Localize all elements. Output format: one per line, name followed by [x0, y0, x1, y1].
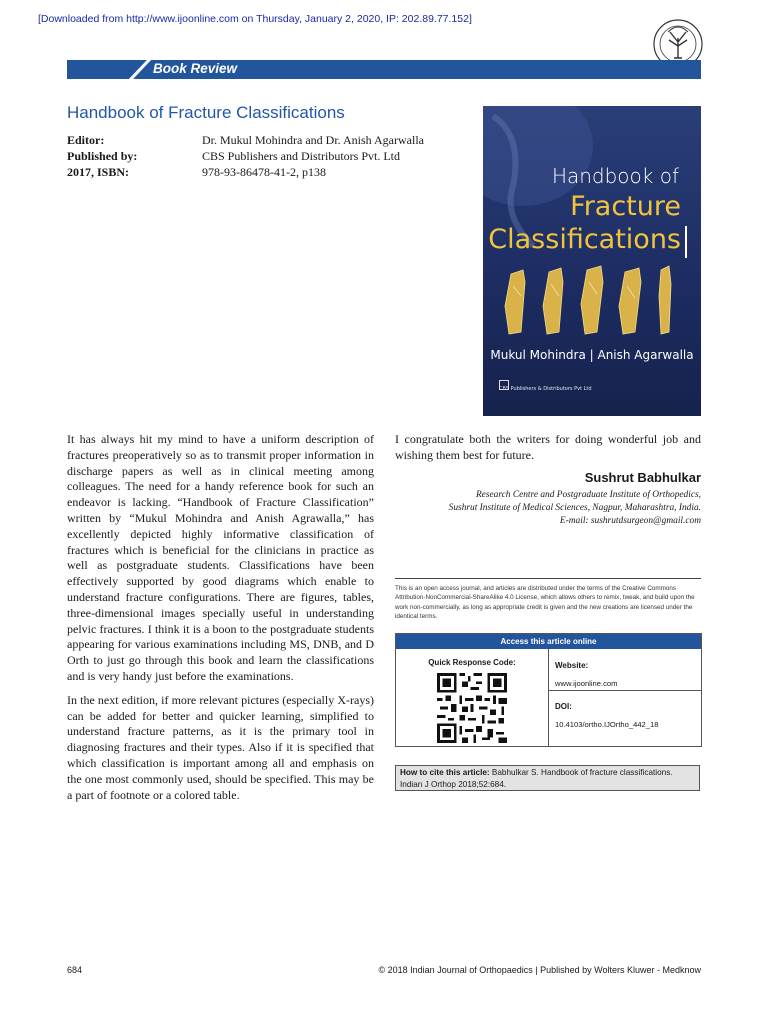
book-cover-image: [483, 106, 701, 416]
website-cell: [549, 649, 701, 691]
page-number: 684: [67, 965, 83, 975]
affiliation-line-1: Research Centre and Postgraduate Institute of Orthopedics,: [475, 490, 701, 500]
meta-value-publisher: CBS Publishers and Distributors Pvt. Ltd: [202, 149, 401, 163]
body-left-column: [67, 432, 374, 811]
doi-cell: [549, 691, 701, 746]
article-title: Handbook of Fracture Classifications: [67, 103, 345, 122]
cover-title-line1: Handbook of: [551, 164, 679, 188]
qr-label: Quick Response Code:: [428, 658, 516, 667]
citation-text: Babhulkar S. Handbook of fracture classifications. Indian J Orthop 2018;52:684.: [400, 768, 673, 789]
meta-key-editor: Editor:: [67, 133, 105, 147]
body-paragraph-2: In the next edition, if more relevant pictures (especially X-rays) can be added for better and quicker learning, simplified to understand fracture patterns, as it is the primary tool in diagnosing fractures and their types. Also if it is specified that which classification is important among all and emphasis on the one most commonly used, should be specified. This may be a part of footnote or a colored table.: [67, 692, 374, 802]
reviewer-name: Sushrut Babhulkar: [584, 470, 701, 485]
download-note: [Downloaded from http://www.ijoonline.com on Thursday, January 2, 2020, IP: 202.89.77.152]: [38, 13, 472, 25]
website-link[interactable]: www.ijoonline.com: [555, 679, 618, 688]
access-online-box: [395, 633, 702, 747]
cover-accent-bar: [685, 226, 687, 258]
affiliation-line-2: Sushrut Institute of Medical Sciences, Nagpur, Maharashtra, India.: [448, 502, 701, 513]
reviewer-email: E-mail: sushrutdsurgeon@gmail.com: [559, 515, 701, 526]
cover-title-line3: Classifications: [488, 224, 681, 255]
meta-key-publisher: Published by:: [67, 149, 138, 163]
citation-box: [395, 765, 700, 791]
section-label: Book Review: [153, 61, 238, 76]
cover-title-line2: Fracture: [570, 191, 681, 222]
divider: [395, 578, 701, 579]
license-notice: This is an open access journal, and articles are distributed under the terms of the Creative Commons Attribution-NonCommercial-ShareAlike 4.0 License, which allows others to remix, tweak, and build upon the work non-commercially, as long as appropriate credit is given and the new creations are licensed under the identical terms.: [395, 585, 695, 621]
meta-value-editor: Dr. Mukul Mohindra and Dr. Anish Agarwalla: [202, 133, 424, 147]
cover-artwork: [483, 106, 701, 416]
cover-authors: Mukul Mohindra | Anish Agarwalla: [490, 348, 694, 362]
doi-link[interactable]: 10.4103/ortho.IJOrtho_442_18: [555, 720, 659, 729]
body-right-paragraph: I congratulate both the writers for doing wonderful job and wishing them best for future.: [395, 432, 701, 462]
meta-key-isbn: 2017, ISBN:: [67, 165, 130, 179]
qr-code-icon[interactable]: [437, 673, 507, 743]
access-header: Access this article online: [396, 634, 701, 649]
qr-cell: [396, 649, 549, 746]
cover-publisher: CBS Publishers & Distributors Pvt Ltd: [499, 386, 592, 392]
website-label: Website:: [555, 661, 589, 670]
citation-label: How to cite this article:: [400, 768, 490, 777]
doi-label: DOI:: [555, 702, 572, 711]
meta-value-isbn: 978-93-86478-41-2, p138: [202, 165, 326, 179]
reviewer-affiliation: [381, 489, 701, 527]
body-paragraph-1: It has always hit my mind to have a uniform description of fractures preoperatively so as to transmit proper information in discharge papers as well as in clinical meeting among colleagues. The need for a handy reference book for such an endeavor is lacking. “Handbook of Fracture Classification” written by “Mukul Mohindra and Anish Agrawalla,” has excellently depicted highly informative classification of fractures which is beneficial for the clinicians in practice as well as postgraduate students. Classifications have been effectively supported by good diagrams which enable to understand fracture configurations. There are figures, tables, three-dimensional images specially useful in understanding pelvic fractures. I think it is a boon to the postgraduate students appearing for various examinations including MS, DNB, and D Orth to just go through this book and learn the classifications and is very handy just before the examinations.: [67, 432, 374, 683]
footer-credit: © 2018 Indian Journal of Orthopaedics | Published by Wolters Kluwer - Medknow: [378, 965, 701, 975]
